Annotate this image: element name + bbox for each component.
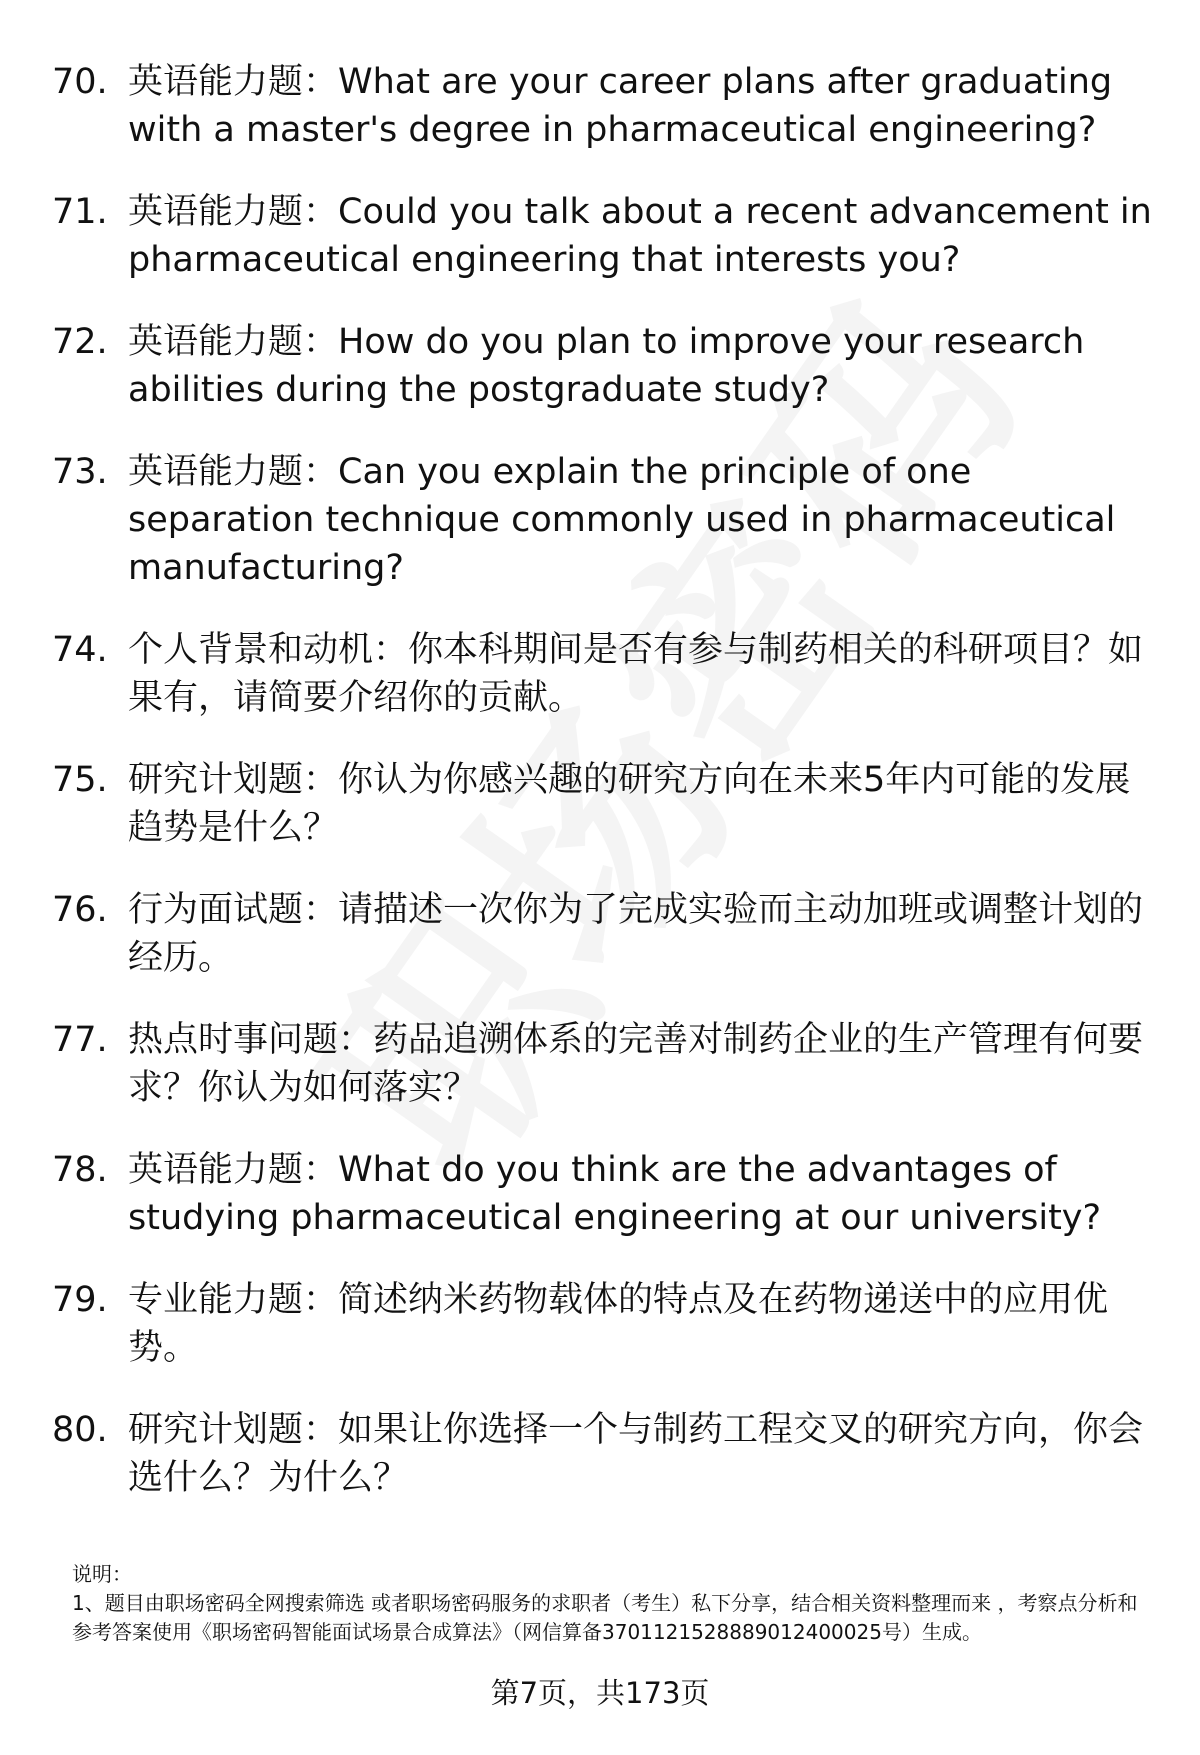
- question-text: 研究计划题：你认为你感兴趣的研究方向在未来5年内可能的发展趋势是什么？: [128, 760, 1131, 848]
- question-number: 71.: [52, 192, 108, 232]
- question-number: 72.: [52, 322, 108, 362]
- question-item: [52, 1406, 1162, 1502]
- question-number: 78.: [52, 1150, 108, 1190]
- question-number: 77.: [52, 1020, 108, 1060]
- notes-title: 说明：: [72, 1562, 132, 1586]
- question-item: [52, 318, 1162, 414]
- question-item: [52, 188, 1162, 284]
- notes-body: 1、题目由职场密码全网搜索筛选 或者职场密码服务的求职者（考生）私下分享，结合相关资料整理而来 ，考察点分析和参考答案使用《职场密码智能面试场景合成算法》（网信算备3701121528889012400025号）生成。: [72, 1591, 1138, 1644]
- question-number: 79.: [52, 1280, 108, 1320]
- question-number: 74.: [52, 630, 108, 670]
- question-number: 80.: [52, 1410, 108, 1450]
- question-item: [52, 1276, 1162, 1372]
- question-text: 英语能力题：What do you think are the advantages of studying pharmaceutical engineering at our university?: [128, 1150, 1102, 1238]
- question-text: 英语能力题：Could you talk about a recent advancement in pharmaceutical engineering that interests you?: [128, 192, 1152, 280]
- question-list: [52, 58, 1162, 1536]
- question-text: 热点时事问题：药品追溯体系的完善对制药企业的生产管理有何要求？你认为如何落实？: [128, 1020, 1144, 1108]
- question-item: [52, 756, 1162, 852]
- notes-section: [72, 1560, 1152, 1647]
- question-text: 个人背景和动机：你本科期间是否有参与制药相关的科研项目？如果有，请简要介绍你的贡献。: [128, 630, 1144, 718]
- question-text: 专业能力题：简述纳米药物载体的特点及在药物递送中的应用优势。: [128, 1280, 1109, 1368]
- question-text: 英语能力题：How do you plan to improve your research abilities during the postgraduate study?: [128, 322, 1085, 410]
- page-number-footer: 第7页，共173页: [490, 1676, 710, 1710]
- question-item: [52, 448, 1162, 592]
- question-item: [52, 1016, 1162, 1112]
- question-number: 70.: [52, 62, 108, 102]
- question-text: 英语能力题：Can you explain the principle of one separation technique commonly used in pharmaceutical manufacturing?: [128, 452, 1116, 588]
- question-number: 73.: [52, 452, 108, 492]
- question-text: 研究计划题：如果让你选择一个与制药工程交叉的研究方向，你会选什么？为什么？: [128, 1410, 1144, 1498]
- question-number: 76.: [52, 890, 108, 930]
- question-item: [52, 1146, 1162, 1242]
- question-text: 行为面试题：请描述一次你为了完成实验而主动加班或调整计划的经历。: [128, 890, 1144, 978]
- question-item: [52, 886, 1162, 982]
- question-number: 75.: [52, 760, 108, 800]
- question-item: [52, 58, 1162, 154]
- question-text: 英语能力题：What are your career plans after graduating with a master's degree in pharmaceutical engineering?: [128, 62, 1113, 150]
- question-item: [52, 626, 1162, 722]
